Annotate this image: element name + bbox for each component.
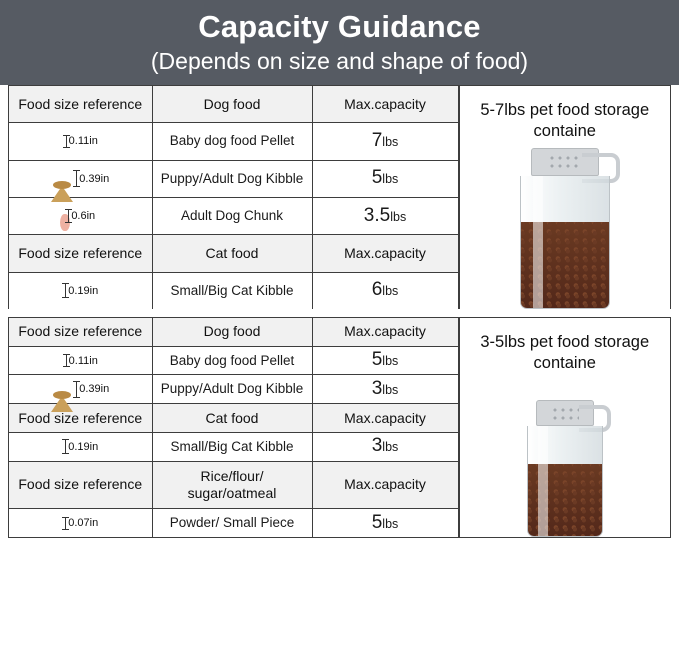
food-storage-container-large-icon (520, 148, 610, 309)
capacity-cell (312, 197, 458, 234)
col-header-max-capacity: Max.capacity (312, 318, 458, 346)
capacity-unit: lbs (382, 516, 399, 531)
col-header-food-size: Food size reference (9, 235, 152, 272)
table-row (9, 197, 458, 234)
dimension-marker: 0.39in (76, 170, 109, 187)
capacity-value: 6 (371, 279, 383, 301)
capacity-cell (312, 160, 458, 197)
dimension-marker: 0.07in (65, 515, 98, 531)
food-size-cell (9, 432, 152, 461)
product-panel-small (459, 318, 671, 537)
food-type-cell: Small/Big Cat Kibble (152, 272, 312, 309)
food-type-cell: Puppy/Adult Dog Kibble (152, 160, 312, 197)
page-title: Capacity Guidance (198, 9, 481, 44)
capacity-cell (312, 432, 458, 461)
dimension-marker: 0.19in (65, 283, 98, 299)
table-header-row (9, 86, 458, 123)
table-row (9, 123, 458, 160)
capacity-block-small (8, 317, 671, 538)
capacity-unit: lbs (382, 172, 399, 187)
table-header-row (9, 404, 458, 433)
food-type-cell: Powder/ Small Piece (152, 509, 312, 537)
col-header-food-size: Food size reference (9, 86, 152, 123)
header-banner (0, 0, 679, 85)
capacity-unit: lbs (390, 209, 407, 224)
capacity-value: 5 (371, 167, 383, 189)
food-size-cell (9, 197, 152, 234)
col-header-food-size: Food size reference (9, 318, 152, 346)
food-size-cell (9, 160, 152, 197)
capacity-value: 3 (371, 435, 383, 457)
triangle-kibble-icon (51, 171, 73, 187)
col-header-max-capacity: Max.capacity (312, 86, 458, 123)
table-row (9, 432, 458, 461)
food-type-cell: Baby dog food Pellet (152, 346, 312, 375)
capacity-unit: lbs (382, 284, 399, 299)
table-row (9, 272, 458, 309)
col-header-food-type: Rice/flour/ sugar/oatmeal (152, 461, 312, 509)
capacity-unit: lbs (382, 382, 399, 397)
table-row (9, 160, 458, 197)
food-size-cell (9, 375, 152, 404)
table-row (9, 346, 458, 375)
col-header-food-type: Dog food (152, 86, 312, 123)
col-header-food-type: Dog food (152, 318, 312, 346)
capacity-unit: lbs (382, 354, 399, 369)
table-row (9, 375, 458, 404)
capacity-value: 3 (371, 377, 383, 399)
capacity-value: 5 (371, 511, 383, 533)
dimension-marker: 0.39in (76, 381, 109, 398)
table-row (9, 509, 458, 537)
capacity-table-large (9, 86, 459, 309)
food-size-cell (9, 346, 152, 375)
triangle-kibble-icon (51, 381, 73, 397)
dimension-marker: 0.6in (68, 208, 95, 224)
table-header-row (9, 235, 458, 272)
table-header-row (9, 318, 458, 346)
col-header-food-size: Food size reference (9, 461, 152, 509)
food-size-cell (9, 272, 152, 309)
block-divider (0, 309, 679, 317)
capacity-cell (312, 375, 458, 404)
col-header-food-size: Food size reference (9, 404, 152, 433)
page-subtitle: (Depends on size and shape of food) (150, 48, 529, 74)
capacity-unit: lbs (382, 440, 399, 455)
col-header-food-type: Cat food (152, 235, 312, 272)
capacity-cell (312, 346, 458, 375)
food-type-cell: Baby dog food Pellet (152, 123, 312, 160)
capacity-cell (312, 272, 458, 309)
product-panel-title: 5-7lbs pet food storage containe (480, 101, 650, 140)
food-storage-container-small-icon (527, 400, 603, 537)
product-panel-title: 3-5lbs pet food storage containe (480, 333, 650, 372)
product-panel-large (459, 86, 671, 309)
capacity-value: 7 (371, 129, 383, 151)
dimension-marker: 0.11in (66, 353, 98, 369)
capacity-cell (312, 509, 458, 537)
capacity-table-small (9, 318, 459, 537)
food-type-cell: Small/Big Cat Kibble (152, 432, 312, 461)
food-type-cell: Puppy/Adult Dog Kibble (152, 375, 312, 404)
table-header-row (9, 461, 458, 509)
capacity-unit: lbs (382, 134, 399, 149)
capacity-block-large (8, 85, 671, 309)
dimension-marker: 0.19in (65, 439, 98, 455)
food-size-cell (9, 509, 152, 537)
capacity-value: 5 (371, 349, 383, 371)
food-type-cell: Adult Dog Chunk (152, 197, 312, 234)
col-header-max-capacity: Max.capacity (312, 461, 458, 509)
capacity-cell (312, 123, 458, 160)
food-size-cell (9, 123, 152, 160)
col-header-food-type: Cat food (152, 404, 312, 433)
col-header-max-capacity: Max.capacity (312, 235, 458, 272)
col-header-max-capacity: Max.capacity (312, 404, 458, 433)
capacity-value: 3.5 (363, 204, 391, 226)
dimension-marker: 0.11in (66, 133, 98, 149)
